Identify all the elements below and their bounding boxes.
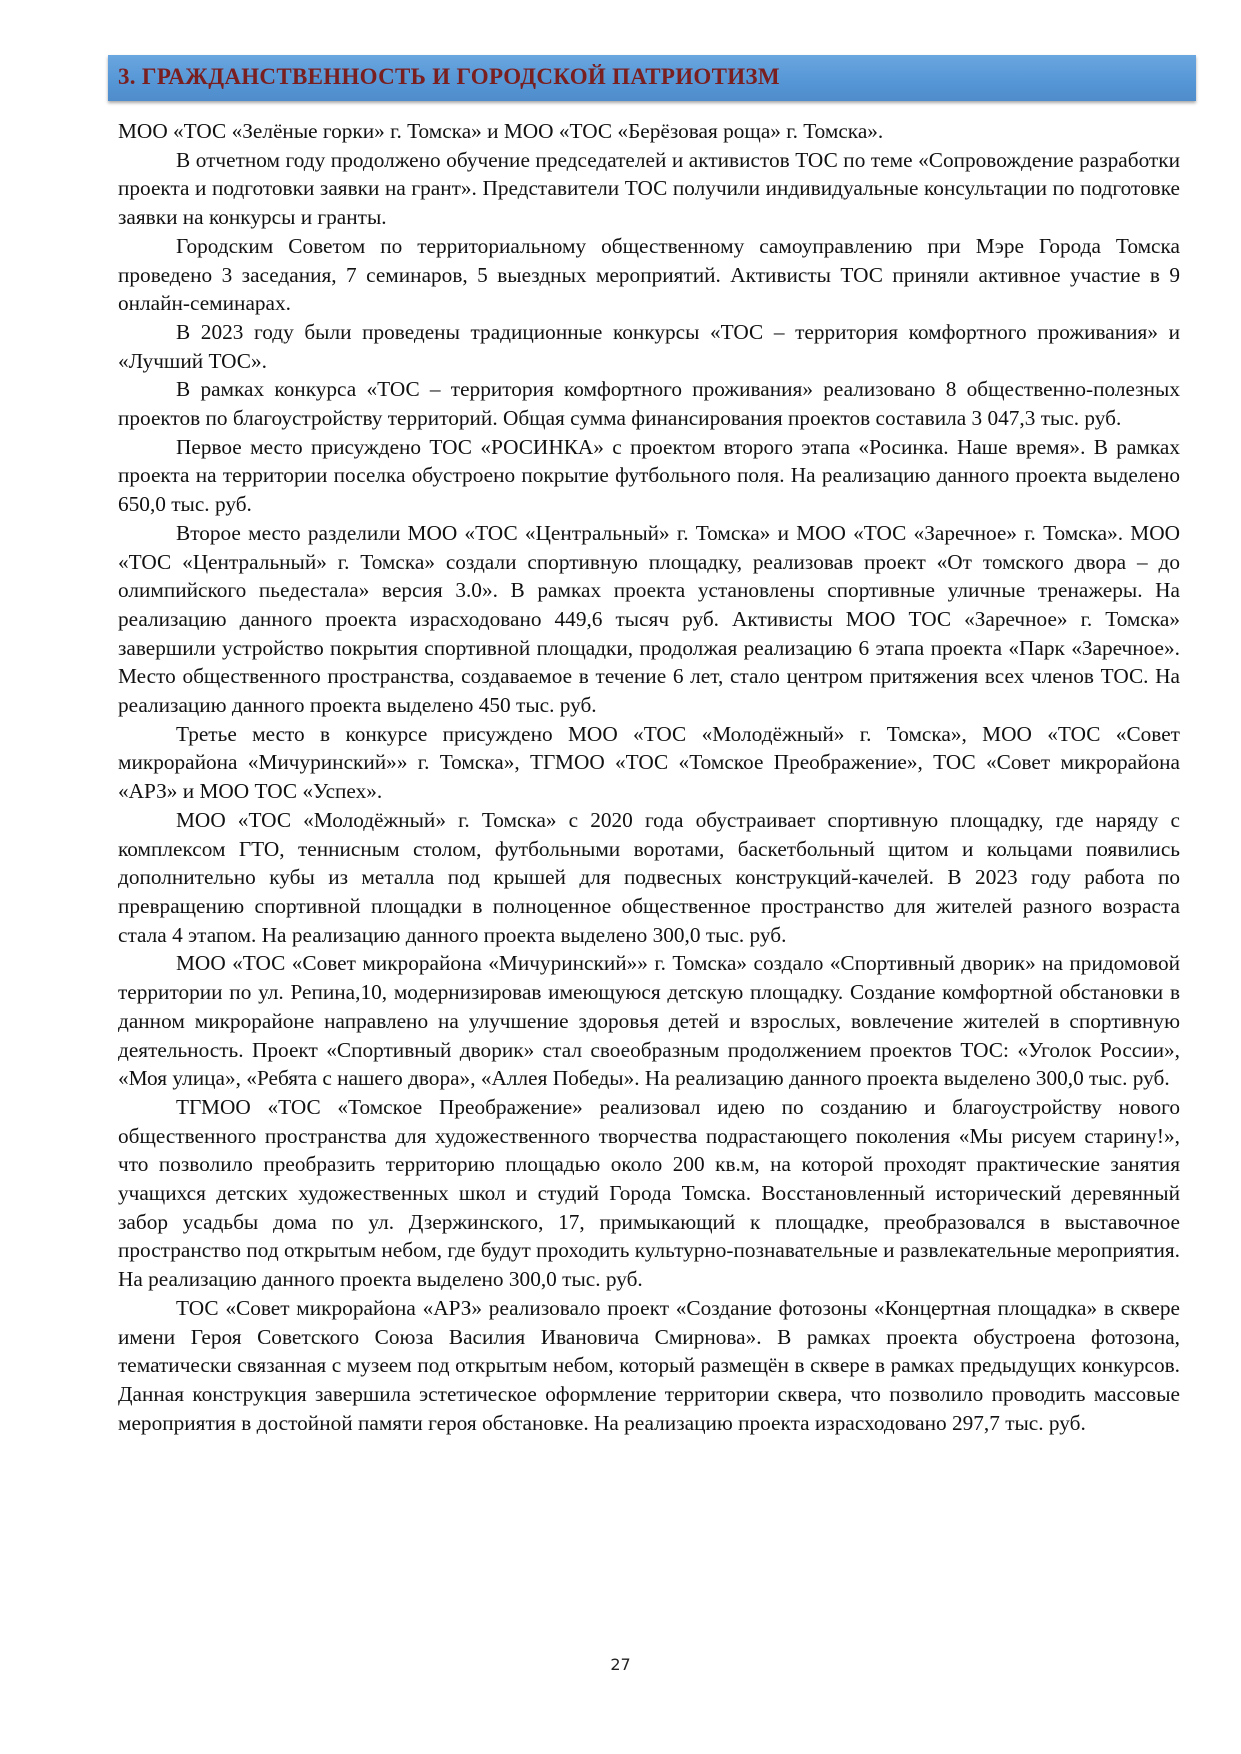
paragraph: ТГМОО «ТОС «Томское Преображение» реализовал идею по созданию и благоустройству нового общественного пространства для художественного творчества подрастающего поколения «Мы рисуем старину!», что позволило преобразить территорию площадью около 200 кв.м, на которой проходят практические занятия учащихся детских художественных школ и студий Города Томска. Восстановленный исторический деревянный забор усадьбы дома по ул. Дзержинского, 17, примыкающий к площадке, преобразовался в выставочное пространство под открытым небом, где будут проходить культурно-познавательные и развлекательные мероприятия. На реализацию данного проекта выделено 300,0 тыс. руб. <box>118 1094 1180 1292</box>
paragraph: В отчетном году продолжено обучение председателей и активистов ТОС по теме «Сопровождение разработки проекта и подготовки заявки на грант». Представители ТОС получили индивидуальные консультации по подготовке заявки на конкурсы и гранты. <box>118 147 1180 230</box>
page-number: 27 <box>610 1655 631 1674</box>
paragraph: В 2023 году были проведены традиционные конкурсы «ТОС – территория комфортного проживания» и «Лучший ТОС». <box>118 319 1180 373</box>
paragraph: МОО «ТОС «Зелёные горки» г. Томска» и МОО «ТОС «Берёзовая роща» г. Томска». <box>118 119 884 143</box>
section-title: 3. ГРАЖДАНСТВЕННОСТЬ И ГОРОДСКОЙ ПАТРИОТИЗМ <box>118 64 780 89</box>
document-body <box>118 117 1180 1437</box>
paragraph: МОО «ТОС «Совет микрорайона «Мичуринский»» г. Томска» создало «Спортивный дворик» на придомовой территории по ул. Репина,10, модернизировав имеющуюся детскую площадку. Создание комфортной обстановки в данном микрорайоне направлено на улучшение здоровья детей и взрослых, вовлечение жителей в спортивную деятельность. Проект «Спортивный дворик» стал своеобразным продолжением проектов ТОС: «Уголок России», «Моя улица», «Ребята с нашего двора», «Аллея Победы». На реализацию данного проекта выделено 300,0 тыс. руб. <box>118 951 1180 1091</box>
paragraph: В рамках конкурса «ТОС – территория комфортного проживания» реализовано 8 общественно-полезных проектов по благоустройству территорий. Общая сумма финансирования проектов составила 3 047,3 тыс. руб. <box>118 377 1180 431</box>
paragraph: Городским Советом по территориальному общественному самоуправлению при Мэре Города Томска проведено 3 заседания, 7 семинаров, 5 выездных мероприятий. Активисты ТОС приняли активное участие в 9 онлайн-семинарах. <box>118 233 1180 316</box>
paragraph: Второе место разделили МОО «ТОС «Центральный» г. Томска» и МОО «ТОС «Заречное» г. Томска». МОО «ТОС «Центральный» г. Томска» создали спортивную площадку, реализовав проект «От томского двора – до олимпийского пьедестала» версия 3.0». В рамках проекта установлены спортивные уличные тренажеры. На реализацию данного проекта израсходовано 449,6 тысяч руб. Активисты МОО ТОС «Заречное» г. Томска» завершили устройство покрытия спортивной площадки, продолжая реализацию 6 этапа проекта «Парк «Заречное». Место общественного пространства, создаваемое в течение 6 лет, стало центром притяжения всех членов ТОС. На реализацию данного проекта выделено 450 тыс. руб. <box>118 520 1180 718</box>
paragraph: ТОС «Совет микрорайона «АРЗ» реализовало проект «Создание фотозоны «Концертная площадка» в сквере имени Героя Советского Союза Василия Ивановича Смирнова». В рамках проекта обустроена фотозона, тематически связанная с музеем под открытым небом, который размещён в сквере в рамках предыдущих конкурсов. Данная конструкция завершила эстетическое оформление территории сквера, что позволило проводить массовые мероприятия в достойной памяти героя обстановке. На реализацию проекта израсходовано 297,7 тыс. руб. <box>118 1295 1180 1435</box>
paragraph: МОО «ТОС «Молодёжный» г. Томска» с 2020 года обустраивает спортивную площадку, где наряду с комплексом ГТО, теннисным столом, футбольными воротами, баскетбольный щитом и кольцами появились дополнительно кубы из металла под крышей для подвесных конструкций-качелей. В 2023 году работа по превращению спортивной площадки в полноценное общественное пространство для жителей разного возраста стала 4 этапом. На реализацию данного проекта выделено 300,0 тыс. руб. <box>118 807 1180 947</box>
section-header <box>108 55 1196 101</box>
paragraph: Первое место присуждено ТОС «РОСИНКА» с проектом второго этапа «Росинка. Наше время». В рамках проекта на территории поселка обустроено покрытие футбольного поля. На реализацию данного проекта выделено 650,0 тыс. руб. <box>118 434 1180 517</box>
paragraph: Третье место в конкурсе присуждено МОО «ТОС «Молодёжный» г. Томска», МОО «ТОС «Совет микрорайона «Мичуринский»» г. Томска», ТГМОО «ТОС «Томское Преображение», ТОС «Совет микрорайона «АРЗ» и МОО ТОС «Успех». <box>118 721 1180 804</box>
